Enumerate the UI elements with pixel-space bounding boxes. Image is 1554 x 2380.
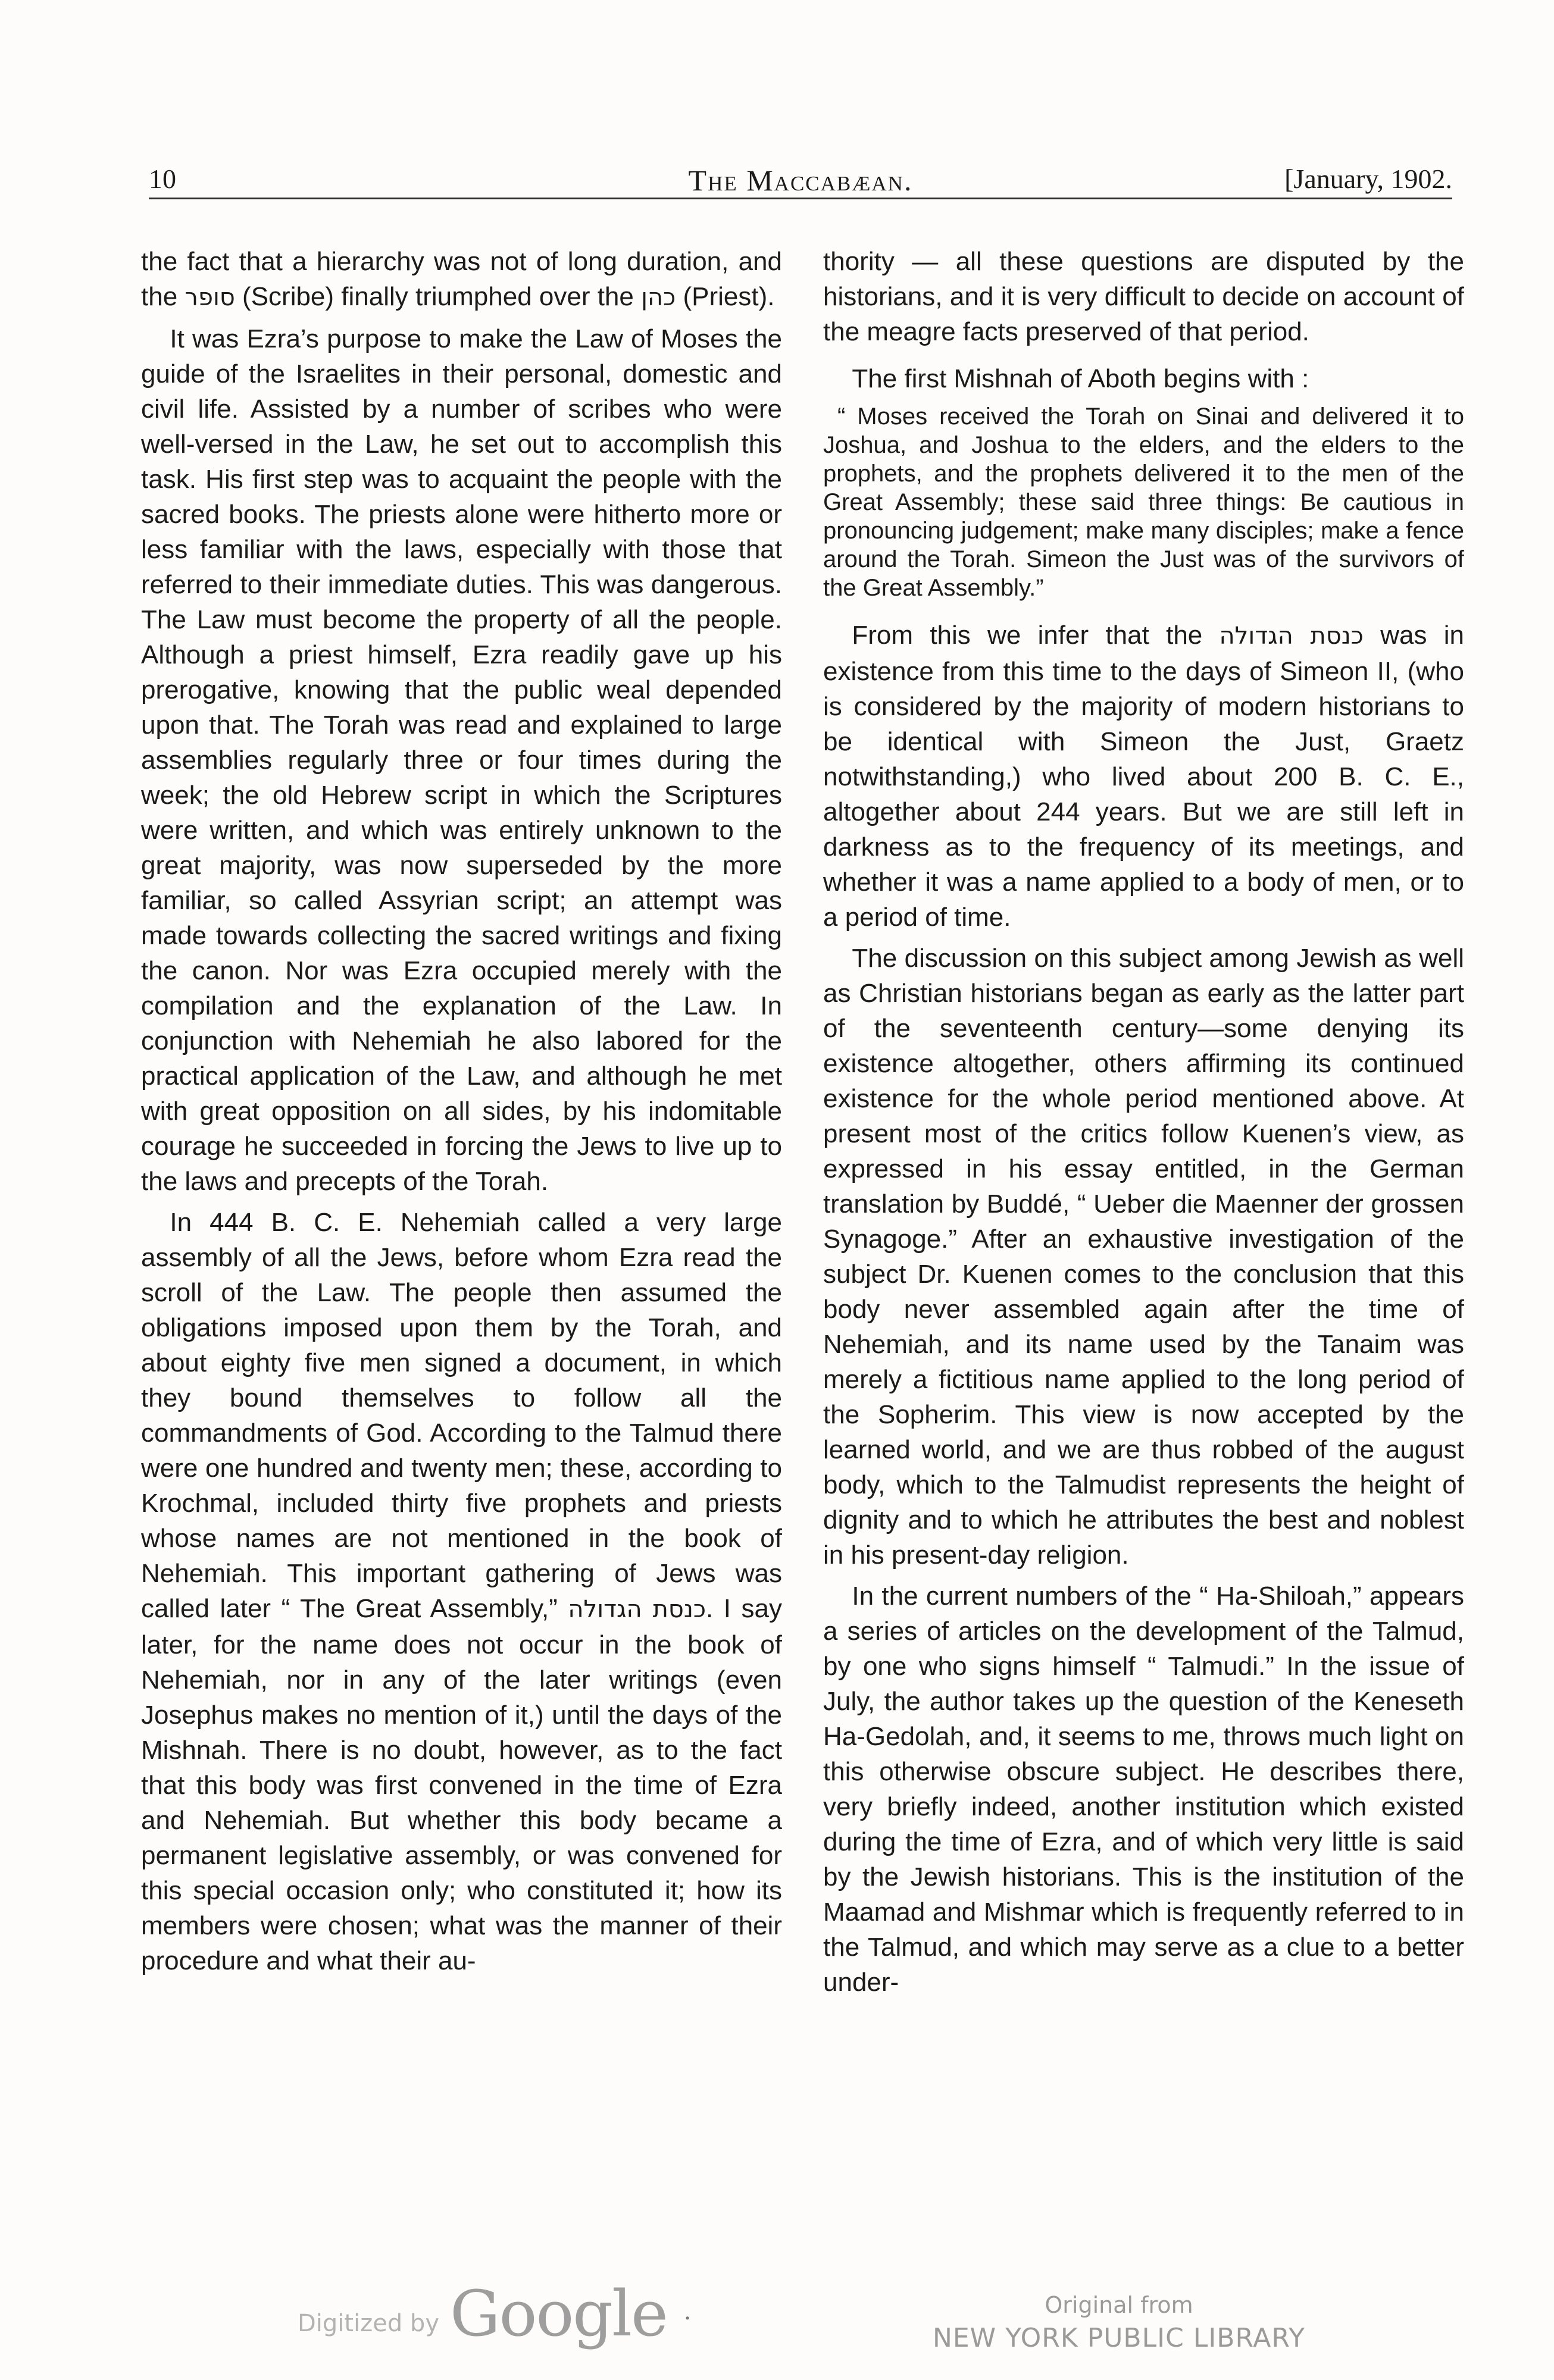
paragraph: The discussion on this subject among Jewish as well as Christian historians began as early as the latter part of the seventeenth century—some denying its existence altogether, others affirming its continued existence for the whole period mentioned above. At present most of the critics follow Kuenen’s view, as expressed in his essay entitled, in the German translation by Buddé, “ Ueber die Maenner der grossen Synagoge.” After an exhaustive investigation of the subject Dr. Kuenen comes to the conclusion that this body never assembled again after the time of Nehemiah, and its name used by the Tanaim was merely a fictitious name applied to the long period of the Sopherim. This view is now accepted by the learned world, and we are thus robbed of the august body, which to the Talmudist represents the height of dignity and to which he attributes the best and noblest in his present-day religion. — [823, 944, 1464, 1570]
library-name: NEW YORK PUBLIC LIBRARY — [932, 2323, 1306, 2353]
paragraph: thority — all these questions are disputed by the historians, and it is very difficult to decide on account of the meagre facts preserved of that period. — [823, 247, 1464, 346]
right-column — [823, 244, 1464, 2000]
paragraph: In the current numbers of the “ Ha-Shiloah,” appears a series of articles on the development of the Talmud, by one who signs himself “ Talmudi.” In the issue of July, the author takes up the question of the Keneseth Ha-Gedolah, and, it seems to me, throws much light on this otherwise obscure subject. He describes there, very briefly indeed, another institution which existed during the time of Ezra, and of which very little is said by the Jewish historians. This is the institution of the Maamad and Mishmar which is frequently referred to in the Talmud, and which may serve as a clue to a better under- — [823, 1582, 1464, 1997]
paragraph: From this we infer that the כנסת הגדולה was in existence from this time to the days of Simeon II, (who is considered by the majority of modern historians to be identical with Simeon the Just, Graetz notwithstanding,) who lived about 200 B. C. E., altogether about 244 years. But we are still left in darkness as to the frequency of its meetings, and whether it was a name applied to a body of men, or to a period of time. — [823, 621, 1464, 932]
digitized-by-label: Digitized by — [298, 2310, 439, 2337]
page-number: 10 — [149, 164, 176, 194]
journal-title: The Maccabæan. — [688, 164, 913, 197]
hebrew-word-sofer: סופר — [185, 284, 235, 311]
digitized-by-watermark — [298, 2261, 692, 2350]
paragraph: It was Ezra’s purpose to make the Law of Moses the guide of the Israelites in their personal, domestic and civil life. Assisted by a number of scribes who were well-versed in the Law, he set out to accomplish this task. His first step was to acquaint the people with the sacred books. The priests alone were hitherto more or less familiar with the laws, especially with those that referred to their immediate duties. This was dangerous. The Law must become the property of all the people. Although a priest himself, Ezra readily gave up his prerogative, knowing that the public weal depended upon that. The Torah was read and explained to large assemblies regularly three or four times during the week; the old Hebrew script in which the Scriptures were written, and which was entirely unknown to the great majority, was now superseded by the more familiar, so called Assyrian script; an attempt was made towards collecting the sacred writings and fixing the canon. Nor was Ezra occupied merely with the compilation and the explanation of the Law. In conjunction with Nehemiah he also labored for the practical application of the Law, and although he met with great opposition on all sides, by his indomitable courage he succeeded in forcing the Jews to live up to the laws and precepts of the Torah. — [141, 324, 782, 1196]
decorative-dot: · — [683, 2305, 692, 2332]
issue-date: [January, 1902. — [1284, 164, 1452, 194]
original-from-label: Original from — [1045, 2292, 1193, 2318]
source-library-watermark — [893, 2290, 1345, 2356]
mishnah-quotation: “ Moses received the Torah on Sinai and delivered it to Joshua, and Joshua to the elders, and the elders to the prophets, and the prophets delivered it to the men of the Great Assembly; these said three things: Be cautious in pronouncing judgement; make many disciples; make a fence around the Torah. Simeon the Just was of the survivors of the Great Assembly.” — [823, 403, 1464, 601]
paragraph: the fact that a hierarchy was not of long duration, and the סופר (Scribe) finally triumphed over the כהן (Priest). — [141, 247, 782, 311]
paragraph: The first Mishnah of Aboth begins with : — [852, 364, 1309, 393]
hebrew-phrase-keneseth-hagedolah: כנסת הגדולה — [1219, 622, 1364, 650]
running-header — [149, 156, 1452, 199]
paragraph: In 444 B. C. E. Nehemiah called a very large assembly of all the Jews, before whom Ezra read the scroll of the Law. The people then assumed the obligations imposed upon them by the Torah, and about eighty five men signed a document, in which they bound themselves to follow all the commandments of God. According to the Talmud there were one hundred and twenty men; these, according to Krochmal, included thirty five prophets and priests whose names are not mentioned in the book of Nehemiah. This important gathering of Jews was called later “ The Great Assembly,” כנסת הגדולה. I say later, for the name does not occur in the book of Nehemiah, nor in any of the later writings (even Josephus makes no mention of it,) until the days of the Mishnah. There is no doubt, however, as to the fact that this body was first convened in the time of Ezra and Nehemiah. But whether this body became a permanent legislative assembly, or was convened for this special occasion only; who constituted it; how its members were chosen; what was the manner of their procedure and what their au- — [141, 1208, 782, 1975]
google-logo: Google — [450, 2277, 667, 2350]
hebrew-phrase-keneseth-hagedolah: כנסת הגדולה — [568, 1596, 706, 1623]
hebrew-word-kohen: כהן — [641, 284, 676, 311]
left-column — [141, 244, 782, 1978]
